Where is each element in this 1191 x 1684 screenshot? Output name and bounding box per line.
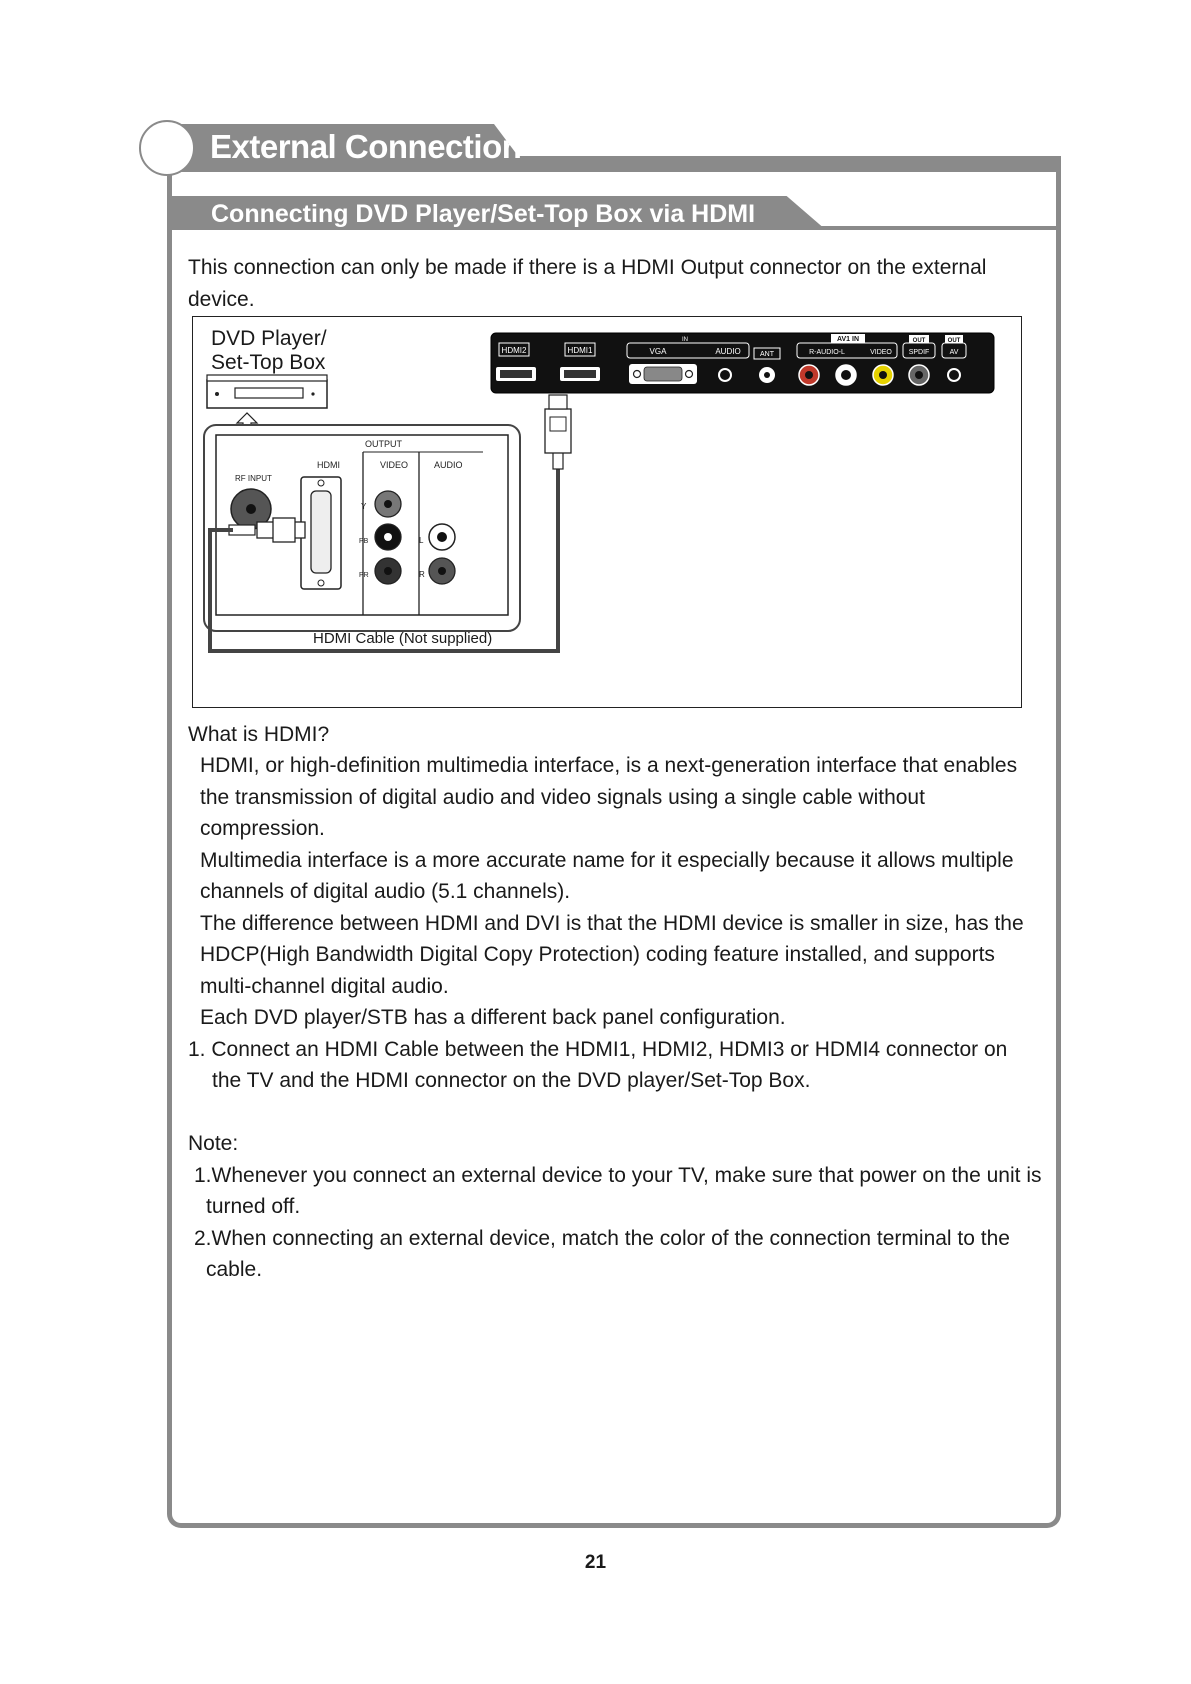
dvd-player-icon: [207, 375, 327, 408]
r-label: R: [419, 570, 425, 579]
component-jack-pb: [375, 524, 401, 550]
arrow-up-icon: [237, 413, 257, 425]
tv-audio-jack: [719, 369, 731, 381]
video-group-label: VIDEO: [380, 460, 409, 470]
intro-text: This connection can only be made if there is a HDMI Output connector on the external device.: [188, 256, 987, 311]
header-bar: [500, 156, 1061, 172]
para2-line1: Multimedia interface is a more accurate name for it especially because it allows multiple: [200, 848, 1014, 872]
audio-jack-r: [429, 558, 455, 584]
section-subtitle: Connecting DVD Player/Set-Top Box via HDMI: [211, 200, 756, 228]
y-label: Y: [361, 502, 367, 511]
tv-vga-label: VGA: [649, 347, 667, 356]
component-jack-pr: [375, 558, 401, 584]
audio-jack-l: [429, 524, 455, 550]
subtitle-rule: [820, 226, 1056, 230]
tv-video-jack: [873, 365, 893, 385]
note1-line2: turned off.: [206, 1195, 301, 1218]
tv-back-panel: [491, 333, 994, 393]
step1-line2: the TV and the HDMI connector on the DVD player/Set-Top Box.: [212, 1069, 811, 1092]
tv-r-audio-l-label: R-AUDIO-L: [809, 349, 845, 356]
pb-label: PB: [359, 538, 369, 545]
tv-av1-in-label: AV1 IN: [836, 336, 860, 343]
tv-av-label: AV: [949, 349, 959, 356]
tv-spdif-label: SPDIF: [908, 349, 930, 356]
cable-label: HDMI Cable (Not supplied): [313, 630, 493, 647]
l-label: L: [419, 536, 424, 545]
tv-audio-label: AUDIO: [715, 347, 741, 356]
note1-line1: 1.Whenever you connect an external device to your TV, make sure that power on the unit is: [194, 1163, 1042, 1187]
tv-hdmi2-label: HDMI2: [501, 346, 527, 355]
section-circle-icon: [139, 120, 195, 176]
tv-audio-l-jack: [836, 365, 856, 385]
page-title: External Connection: [210, 128, 522, 165]
tv-spdif-jack: [909, 365, 929, 385]
pr-label: PR: [359, 572, 369, 579]
tv-in-label: IN: [682, 337, 688, 343]
hdmi-question: What is HDMI?: [188, 723, 330, 746]
para1-line1: HDMI, or high-definition multimedia interface, is a next-generation interface that enables: [200, 754, 1018, 777]
step1-line1: 1. Connect an HDMI Cable between the HDMI1, HDMI2, HDMI3 or HDMI4 connector on: [188, 1037, 1008, 1061]
page-number: 21: [584, 1552, 607, 1573]
device-label-line2: Set-Top Box: [211, 351, 326, 374]
para3-line1: The difference between HDMI and DVI is that the HDMI device is smaller in size, has the: [200, 911, 1024, 935]
tv-av-out-jack: [948, 369, 960, 381]
para3-line2: HDCP(High Bandwidth Digital Copy Protection) coding feature installed, and supports: [200, 943, 995, 966]
tv-out1-label: OUT: [912, 338, 926, 344]
note2-line1: 2.When connecting an external device, match the color of the connection terminal to the: [194, 1226, 1010, 1250]
tv-ant-label: ANT: [760, 351, 774, 358]
para1-line3: compression.: [200, 817, 325, 840]
note-title: Note:: [188, 1132, 239, 1155]
rf-input-label: RF INPUT: [235, 474, 272, 483]
connection-diagram: [192, 316, 1022, 708]
hdmi-port-label: HDMI: [317, 460, 340, 470]
note2-line2: cable.: [206, 1258, 263, 1281]
para1-line2: the transmission of digital audio and video signals using a single cable without: [200, 785, 925, 809]
component-jack-y: [375, 491, 401, 517]
tv-hdmi1-label: HDMI1: [567, 346, 593, 355]
tv-hdmi-plug-icon: [545, 395, 571, 469]
para4: Each DVD player/STB has a different back panel configuration.: [200, 1006, 786, 1029]
device-label-line1: DVD Player/: [211, 327, 327, 350]
output-label: OUTPUT: [365, 439, 402, 449]
tv-audio-r-jack: [799, 365, 819, 385]
tv-out2-label: OUT: [947, 338, 961, 344]
audio-group-label: AUDIO: [434, 460, 463, 470]
para3-line3: multi-channel digital audio.: [200, 974, 449, 998]
tv-video-label: VIDEO: [870, 349, 892, 356]
para2-line2: channels of digital audio (5.1 channels).: [200, 880, 571, 903]
